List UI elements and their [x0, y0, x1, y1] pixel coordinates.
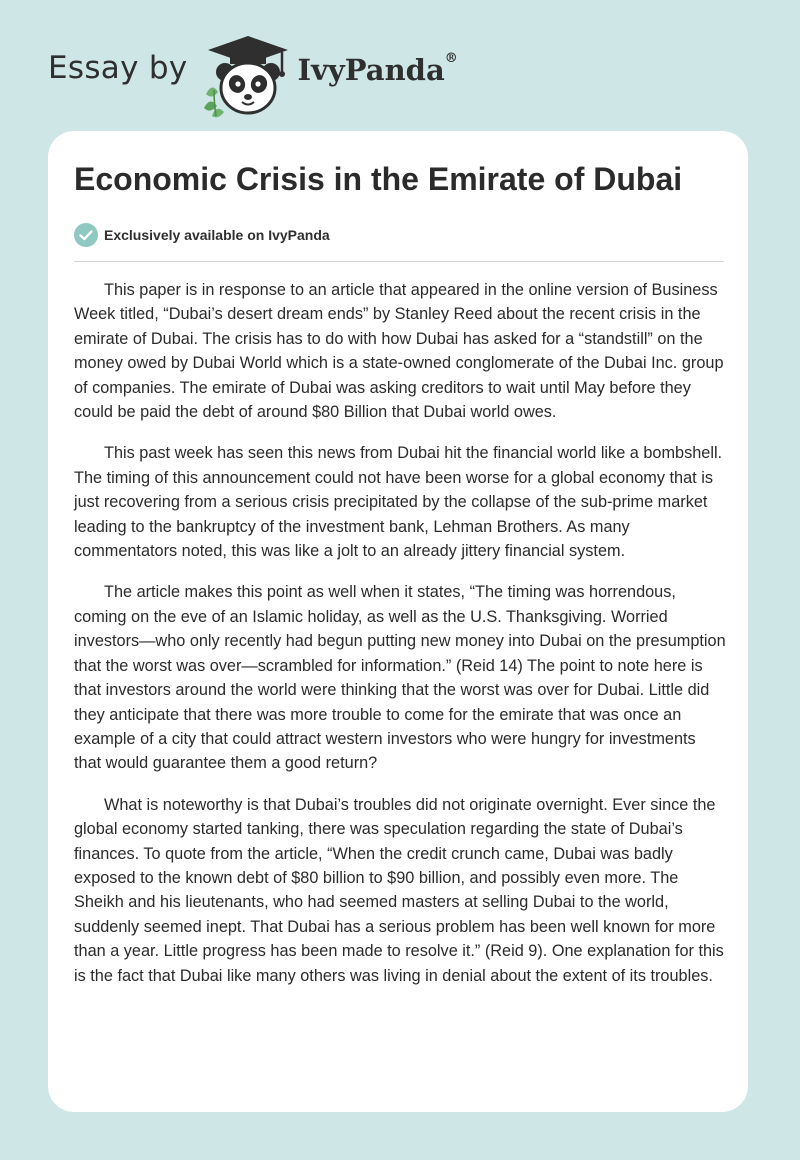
title-divider — [74, 261, 724, 262]
panda-graduate-icon[interactable] — [200, 32, 296, 118]
essay-body — [74, 278, 726, 1005]
essay-paragraph-2: This past week has seen this news from Dubai hit the financial world like a bombshell. The timing of this announcement could not have been worse for a global economy that is just recovering from a serious crisis precipitated by the collapse of the sub-prime market leading to the bankruptcy of the investment bank, Lehman Brothers. As many commentators noted, this was like a jolt to an already jittery financial system. — [74, 444, 723, 561]
essay-card — [48, 131, 748, 1112]
essay-paragraph-3: The article makes this point as well when it states, “The timing was horrendous, coming on the eve of an Islamic holiday, as well as the U.S. Thanksgiving. Worried investors—who only recently had begun putting new money into Dubai on the presumption that the worst was over—scrambled for information.” (Reid 14) The point to note here is that investors around the world were thinking that the worst was over for Dubai. Little did they anticipate that there was more trouble to come for the emirate that was once an example of a city that could attract western investors who were hungry for investments that would guarantee them a good return? — [74, 583, 726, 773]
essay-paragraph-4: What is noteworthy is that Dubai’s troubles did not originate overnight. Ever since the global economy started tanking, there was speculation regarding the state of Dubai’s finances. To quote from the article, “When the credit crunch came, Dubai was badly exposed to the known debt of $80 billion to $90 billion, and possibly even more. The Sheikh and his lieutenants, who had seemed masters at selling Dubai to the world, suddenly seemed inept. That Dubai has a serious problem has been well known for more than a year. Little progress has been made to resolve it.” (Reid 9). One explanation for this is the fact that Dubai like many others was living in denial about the extent of its troubles. — [74, 795, 724, 985]
page-title: Economic Crisis in the Emirate of Dubai — [74, 161, 683, 197]
exclusive-badge — [74, 223, 330, 247]
essay-paragraph-1: This paper is in response to an article that appeared in the online version of Business Week titled, “Dubai’s desert dream ends” by Stanley Reed about the recent crisis in the emirate of Dubai. The crisis has to do with how Dubai has asked for a “standstill” on the money owed by Dubai World which is a state-owned conglomerate of the Dubai Inc. group of companies. The emirate of Dubai was asking creditors to wait until May before they could be paid the debt of around $80 Billion that Dubai world owes. — [74, 281, 724, 422]
exclusive-badge-text: Exclusively available on IvyPanda — [104, 227, 330, 243]
brand-name[interactable]: IvyPanda® — [297, 51, 458, 87]
check-circle-icon — [74, 223, 98, 247]
essay-by-label: Essay by — [48, 50, 188, 86]
site-header — [48, 30, 458, 120]
registered-mark: ® — [444, 51, 458, 66]
